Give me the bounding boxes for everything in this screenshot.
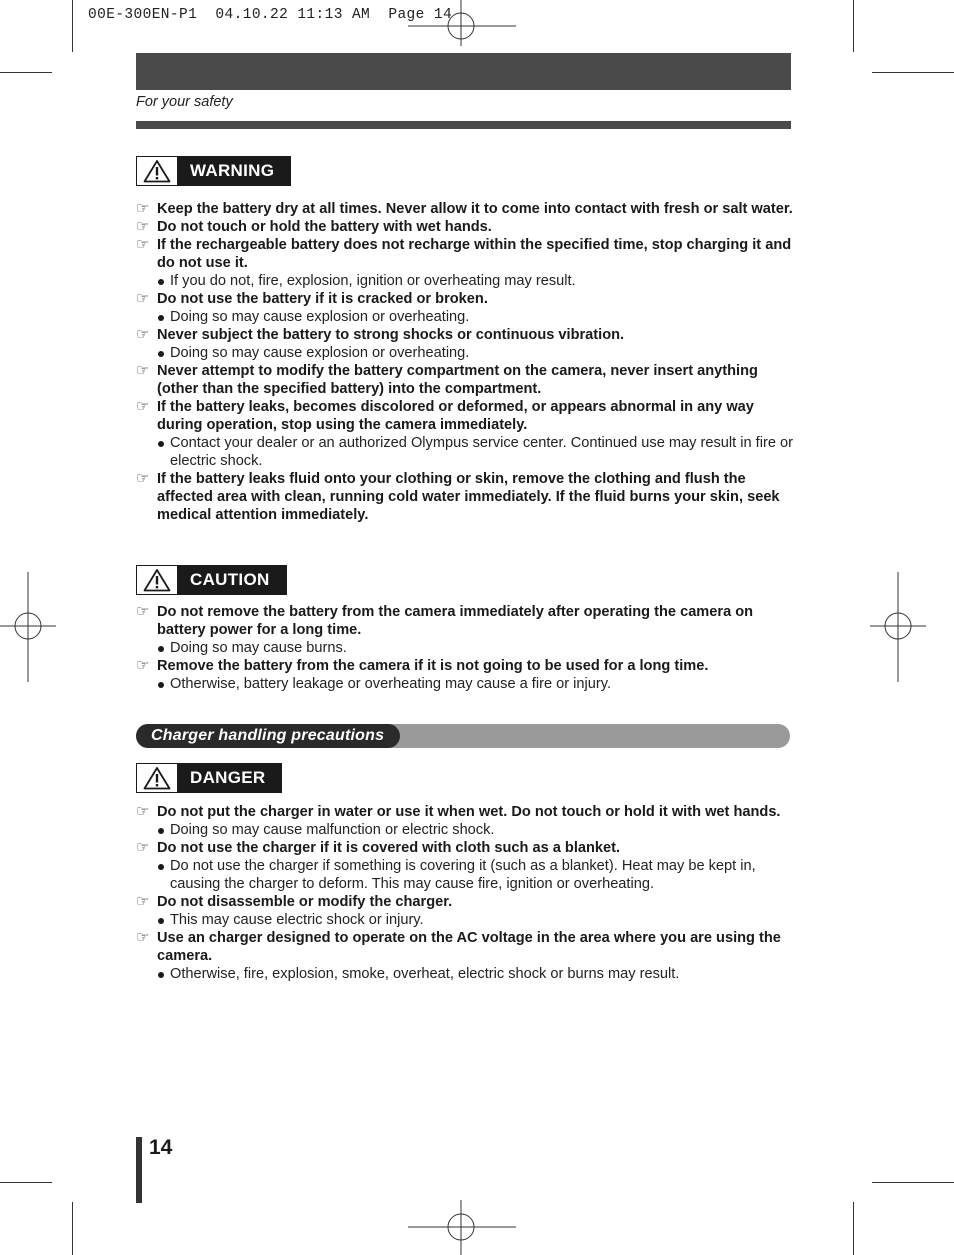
- bullet-icon: [158, 828, 164, 834]
- precaution-item: [136, 929, 796, 965]
- note-text: Doing so may cause malfunction or electric shock.: [170, 822, 495, 838]
- precaution-item: [136, 362, 796, 398]
- precaution-item: [136, 200, 796, 218]
- pointing-hand-icon: ☞: [136, 657, 150, 674]
- precaution-text: Do not touch or hold the battery with wet hands.: [157, 219, 492, 235]
- charger-heading: Charger handling precautions: [136, 724, 400, 748]
- precaution-item: [136, 218, 796, 236]
- bullet-icon: [158, 441, 164, 447]
- pointing-hand-icon: ☞: [136, 839, 150, 856]
- warning-triangle-icon: [137, 157, 177, 185]
- danger-label: DANGER: [177, 764, 281, 792]
- precaution-item: [136, 657, 796, 675]
- precaution-text: If the battery leaks fluid onto your clothing or skin, remove the clothing and flush the affected area with clean, running cold water immediately. If the fluid burns your skin, seek medical attention immediately.: [157, 471, 780, 523]
- precaution-note: [136, 965, 796, 983]
- crop-mark: [0, 72, 52, 73]
- pointing-hand-icon: ☞: [136, 803, 150, 820]
- note-text: Do not use the charger if something is covering it (such as a blanket). Heat may be kept in, causing the charger to deform. This may cause fire, ignition or overheating.: [170, 858, 756, 892]
- charger-heading-bar: [136, 724, 790, 748]
- registration-mark-icon: [408, 0, 518, 46]
- registration-mark-icon: [408, 1200, 518, 1255]
- bullet-icon: [158, 315, 164, 321]
- precaution-text: Remove the battery from the camera if it is not going to be used for a long time.: [157, 658, 709, 674]
- pointing-hand-icon: ☞: [136, 326, 150, 343]
- precaution-note: [136, 434, 796, 470]
- precaution-text: Use an charger designed to operate on the AC voltage in the area where you are using the camera.: [157, 930, 781, 964]
- pointing-hand-icon: ☞: [136, 398, 150, 415]
- note-text: Contact your dealer or an authorized Olympus service center. Continued use may result in fire or electric shock.: [170, 435, 793, 469]
- crop-mark: [872, 72, 954, 73]
- precaution-item: [136, 803, 796, 821]
- page-number: 14: [149, 1136, 173, 1159]
- precaution-note: [136, 272, 796, 290]
- precaution-text: Do not disassemble or modify the charger.: [157, 894, 453, 910]
- pointing-hand-icon: ☞: [136, 893, 150, 910]
- note-text: Doing so may cause explosion or overheating.: [170, 345, 470, 361]
- pointing-hand-icon: ☞: [136, 470, 150, 487]
- crop-mark: [853, 0, 854, 52]
- precaution-text: Do not put the charger in water or use it when wet. Do not touch or hold it with wet hands.: [157, 804, 781, 820]
- precaution-item: [136, 236, 796, 272]
- precaution-text: Do not use the battery if it is cracked or broken.: [157, 291, 488, 307]
- precaution-item: [136, 326, 796, 344]
- bullet-icon: [158, 351, 164, 357]
- caution-label: CAUTION: [177, 566, 286, 594]
- precaution-text: If the battery leaks, becomes discolored or deformed, or appears abnormal in any way during operation, stop using the camera immediately.: [157, 399, 754, 433]
- bullet-icon: [158, 279, 164, 285]
- print-slug: 00E-300EN-P1 04.10.22 11:13 AM Page 14: [88, 7, 453, 23]
- precaution-note: [136, 675, 796, 693]
- page-number-bar: [136, 1137, 142, 1203]
- warning-triangle-icon: [137, 566, 177, 594]
- precaution-item: [136, 398, 796, 434]
- precaution-item: [136, 839, 796, 857]
- pointing-hand-icon: ☞: [136, 200, 150, 217]
- warning-label: WARNING: [177, 157, 290, 185]
- precaution-item: [136, 893, 796, 911]
- pointing-hand-icon: ☞: [136, 236, 150, 253]
- section-label: For your safety: [136, 94, 233, 110]
- precaution-item: [136, 290, 796, 308]
- bullet-icon: [158, 918, 164, 924]
- registration-mark-icon: [870, 572, 926, 682]
- pointing-hand-icon: ☞: [136, 290, 150, 307]
- precaution-text: Never attempt to modify the battery compartment on the camera, never insert anything (other than the specified battery) into the compartment.: [157, 363, 758, 397]
- precaution-note: [136, 308, 796, 326]
- crop-mark: [872, 1182, 954, 1183]
- precaution-note: [136, 857, 796, 893]
- crop-mark: [0, 1182, 52, 1183]
- note-text: If you do not, fire, explosion, ignition or overheating may result.: [170, 273, 576, 289]
- precaution-text: Keep the battery dry at all times. Never allow it to come into contact with fresh or salt water.: [157, 201, 793, 217]
- warning-list: [136, 200, 796, 524]
- header-rule: [136, 121, 791, 129]
- precaution-note: [136, 821, 796, 839]
- precaution-item: [136, 603, 796, 639]
- warning-badge: [136, 156, 291, 186]
- precaution-text: Never subject the battery to strong shocks or continuous vibration.: [157, 327, 625, 343]
- note-text: Doing so may cause burns.: [170, 640, 347, 656]
- pointing-hand-icon: ☞: [136, 603, 150, 620]
- pointing-hand-icon: ☞: [136, 218, 150, 235]
- warning-triangle-icon: [137, 764, 177, 792]
- pointing-hand-icon: ☞: [136, 362, 150, 379]
- bullet-icon: [158, 682, 164, 688]
- header-bar: [136, 53, 791, 90]
- precaution-note: [136, 911, 796, 929]
- precaution-text: Do not use the charger if it is covered with cloth such as a blanket.: [157, 840, 621, 856]
- precaution-text: Do not remove the battery from the camera immediately after operating the camera on battery power for a long time.: [157, 604, 754, 638]
- note-text: Otherwise, fire, explosion, smoke, overheat, electric shock or burns may result.: [170, 966, 680, 982]
- note-text: This may cause electric shock or injury.: [170, 912, 424, 928]
- danger-badge: [136, 763, 282, 793]
- bullet-icon: [158, 646, 164, 652]
- danger-list: [136, 803, 796, 983]
- note-text: Otherwise, battery leakage or overheating may cause a fire or injury.: [170, 676, 611, 692]
- crop-mark: [72, 0, 73, 52]
- caution-badge: [136, 565, 287, 595]
- pointing-hand-icon: ☞: [136, 929, 150, 946]
- caution-list: [136, 603, 796, 693]
- precaution-text: If the rechargeable battery does not recharge within the specified time, stop charging it and do not use it.: [157, 237, 792, 271]
- registration-mark-icon: [0, 572, 56, 682]
- crop-mark: [72, 1202, 73, 1255]
- precaution-item: [136, 470, 796, 524]
- precaution-note: [136, 639, 796, 657]
- bullet-icon: [158, 864, 164, 870]
- note-text: Doing so may cause explosion or overheating.: [170, 309, 470, 325]
- precaution-note: [136, 344, 796, 362]
- bullet-icon: [158, 972, 164, 978]
- crop-mark: [853, 1202, 854, 1255]
